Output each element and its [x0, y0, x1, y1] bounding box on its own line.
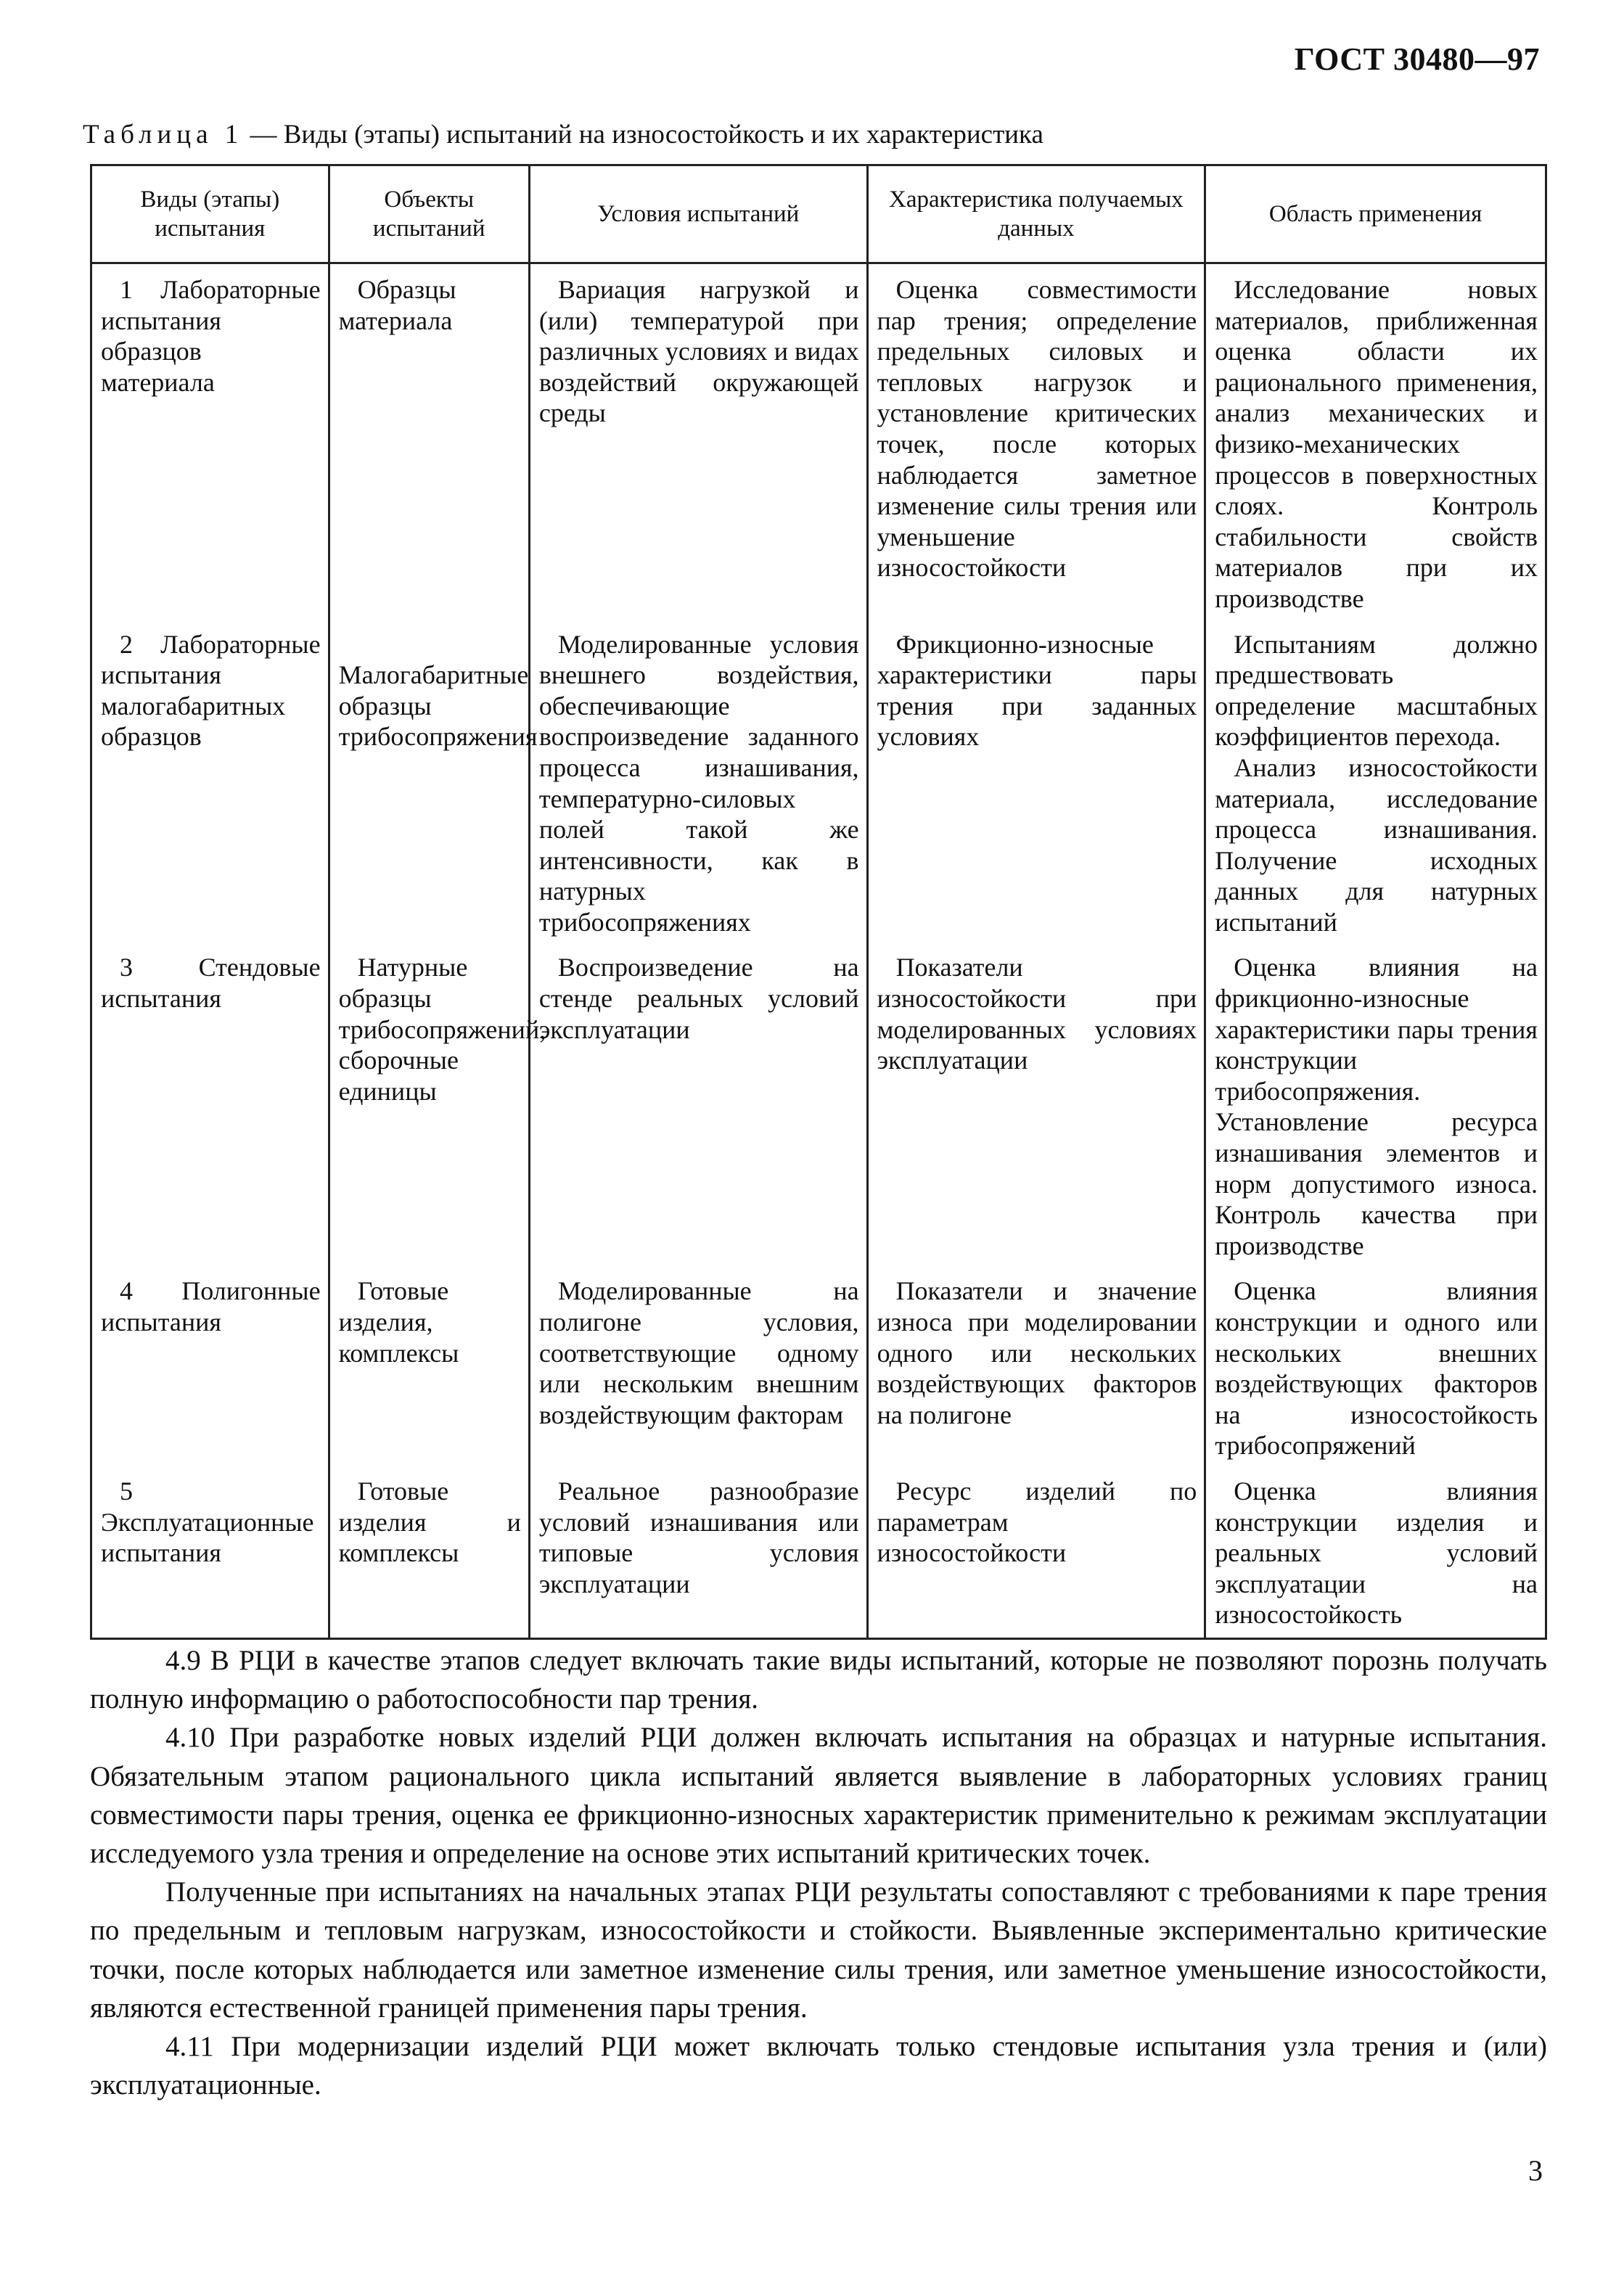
- cell-objects: Готовые изделия, комплексы: [329, 1274, 529, 1474]
- cell-type: 2 Лабораторные испытания малогабаритных образцов: [91, 628, 329, 951]
- column-header-characteristic: Характеристика получаемых данных: [867, 165, 1205, 263]
- cell-objects: Образцы материала: [329, 263, 529, 628]
- cell-application: Испытаниям должно предшествовать определение масштабных коэффициентов перехода. Анализ износостойкости материала, исследование процесса изнашивания. Получение исходных данных для натурных испытаний: [1205, 628, 1546, 951]
- table-header-row: [91, 165, 1546, 263]
- table-caption: [83, 119, 1520, 150]
- body-text: [90, 1641, 1547, 2104]
- test-types-table: [90, 164, 1547, 1640]
- cell-application: Исследование новых материалов, приближенная оценка области их рационального применения, анализ механических и физико-механических процессов в поверхностных слоях. Контроль стабильности свойств материалов при их производстве: [1205, 263, 1546, 628]
- cell-type: 5 Эксплуатационные испытания: [91, 1474, 329, 1638]
- table-row: [91, 1274, 1546, 1474]
- cell-conditions: Воспроизведение на стенде реальных условий эксплуатации: [529, 950, 867, 1274]
- cell-characteristic: Оценка совместимости пар трения; определение предельных силовых и тепловых нагрузок и установление критических точек, после которых наблюдается заметное изменение силы трения или уменьшение износостойкости: [867, 263, 1205, 628]
- cell-application: Оценка влияния на фрикционно-износные характеристики пары трения конструкции трибосопряжения. Установление ресурса изнашивания элементов и норм допустимого износа. Контроль качества при производстве: [1205, 950, 1546, 1274]
- column-header-objects: Объекты испытаний: [329, 165, 529, 263]
- cell-objects: Натурные образцы трибосопряжений, сборочные единицы: [329, 950, 529, 1274]
- cell-conditions: Моделированные на полигоне условия, соответствующие одному или нескольким внешним воздействующим факторам: [529, 1274, 867, 1474]
- document-code: ГОСТ 30480—97: [1294, 41, 1540, 77]
- table-caption-label: Таблица 1: [83, 120, 244, 149]
- cell-type: 1 Лабораторные испытания образцов материала: [91, 263, 329, 628]
- paragraph-4-9: 4.9 В РЦИ в качестве этапов следует включать такие виды испытаний, которые не позволяют порознь получать полную информацию о работоспособности пар трения.: [90, 1645, 1547, 1715]
- cell-conditions: Вариация нагрузкой и (или) температурой при различных условиях и видах воздействий окружающей среды: [529, 263, 867, 628]
- cell-characteristic: Показатели износостойкости при моделированных условиях эксплуатации: [867, 950, 1205, 1274]
- table-row: [91, 1474, 1546, 1638]
- paragraph-4-11: 4.11 При модернизации изделий РЦИ может включать только стендовые испытания узла трения и (или) эксплуатационные.: [90, 2031, 1547, 2101]
- page-number: 3: [1528, 2154, 1543, 2187]
- cell-characteristic: Фрикционно-износные характеристики пары трения при заданных условиях: [867, 628, 1205, 951]
- table-row: [91, 950, 1546, 1274]
- table-row: [91, 628, 1546, 951]
- paragraph-4-10: 4.10 При разработке новых изделий РЦИ должен включать испытания на образцах и натурные испытания. Обязательным этапом рационального цикла испытаний является выявление в лабораторных условиях границ совместимости пары трения, оценка ее фрикционно-износных характеристик применительно к режимам эксплуатации исследуемого узла трения и определение на основе этих испытаний критических точек.: [90, 1722, 1547, 1870]
- cell-application: Оценка влияния конструкции изделия и реальных условий эксплуатации на износостойкость: [1205, 1474, 1546, 1638]
- cell-application: Оценка влияния конструкции и одного или нескольких внешних воздействующих факторов на износостойкость трибосопряжений: [1205, 1274, 1546, 1474]
- table-caption-text: — Виды (этапы) испытаний на износостойкость и их характеристика: [250, 120, 1043, 149]
- cell-characteristic: Показатели и значение износа при моделировании одного или нескольких воздействующих факторов на полигоне: [867, 1274, 1205, 1474]
- cell-type: 4 Полигонные испытания: [91, 1274, 329, 1474]
- cell-characteristic: Ресурс изделий по параметрам износостойкости: [867, 1474, 1205, 1638]
- paragraph-results: Полученные при испытаниях на начальных этапах РЦИ результаты сопоставляют с требованиями к паре трения по предельным и тепловым нагрузкам, износостойкости и стойкости. Выявленные экспериментально критические точки, после которых наблюдается или заметное изменение силы трения, или заметное уменьшение износостойкости, являются естественной границей применения пары трения.: [90, 1876, 1547, 2024]
- column-header-type: Виды (этапы) испытания: [91, 165, 329, 263]
- cell-objects: Малогабаритные образцы трибосопряжения: [329, 628, 529, 951]
- cell-conditions: Моделированные условия внешнего воздействия, обеспечивающие воспроизведение заданного процесса изнашивания, температурно-силовых полей такой же интенсивности, как в натурных трибосопряжениях: [529, 628, 867, 951]
- column-header-application: Область применения: [1205, 165, 1546, 263]
- table-row: [91, 263, 1546, 628]
- cell-type: 3 Стендовые испытания: [91, 950, 329, 1274]
- cell-objects: Готовые изделия и комплексы: [329, 1474, 529, 1638]
- column-header-conditions: Условия испытаний: [529, 165, 867, 263]
- cell-conditions: Реальное разнообразие условий изнашивания или типовые условия эксплуатации: [529, 1474, 867, 1638]
